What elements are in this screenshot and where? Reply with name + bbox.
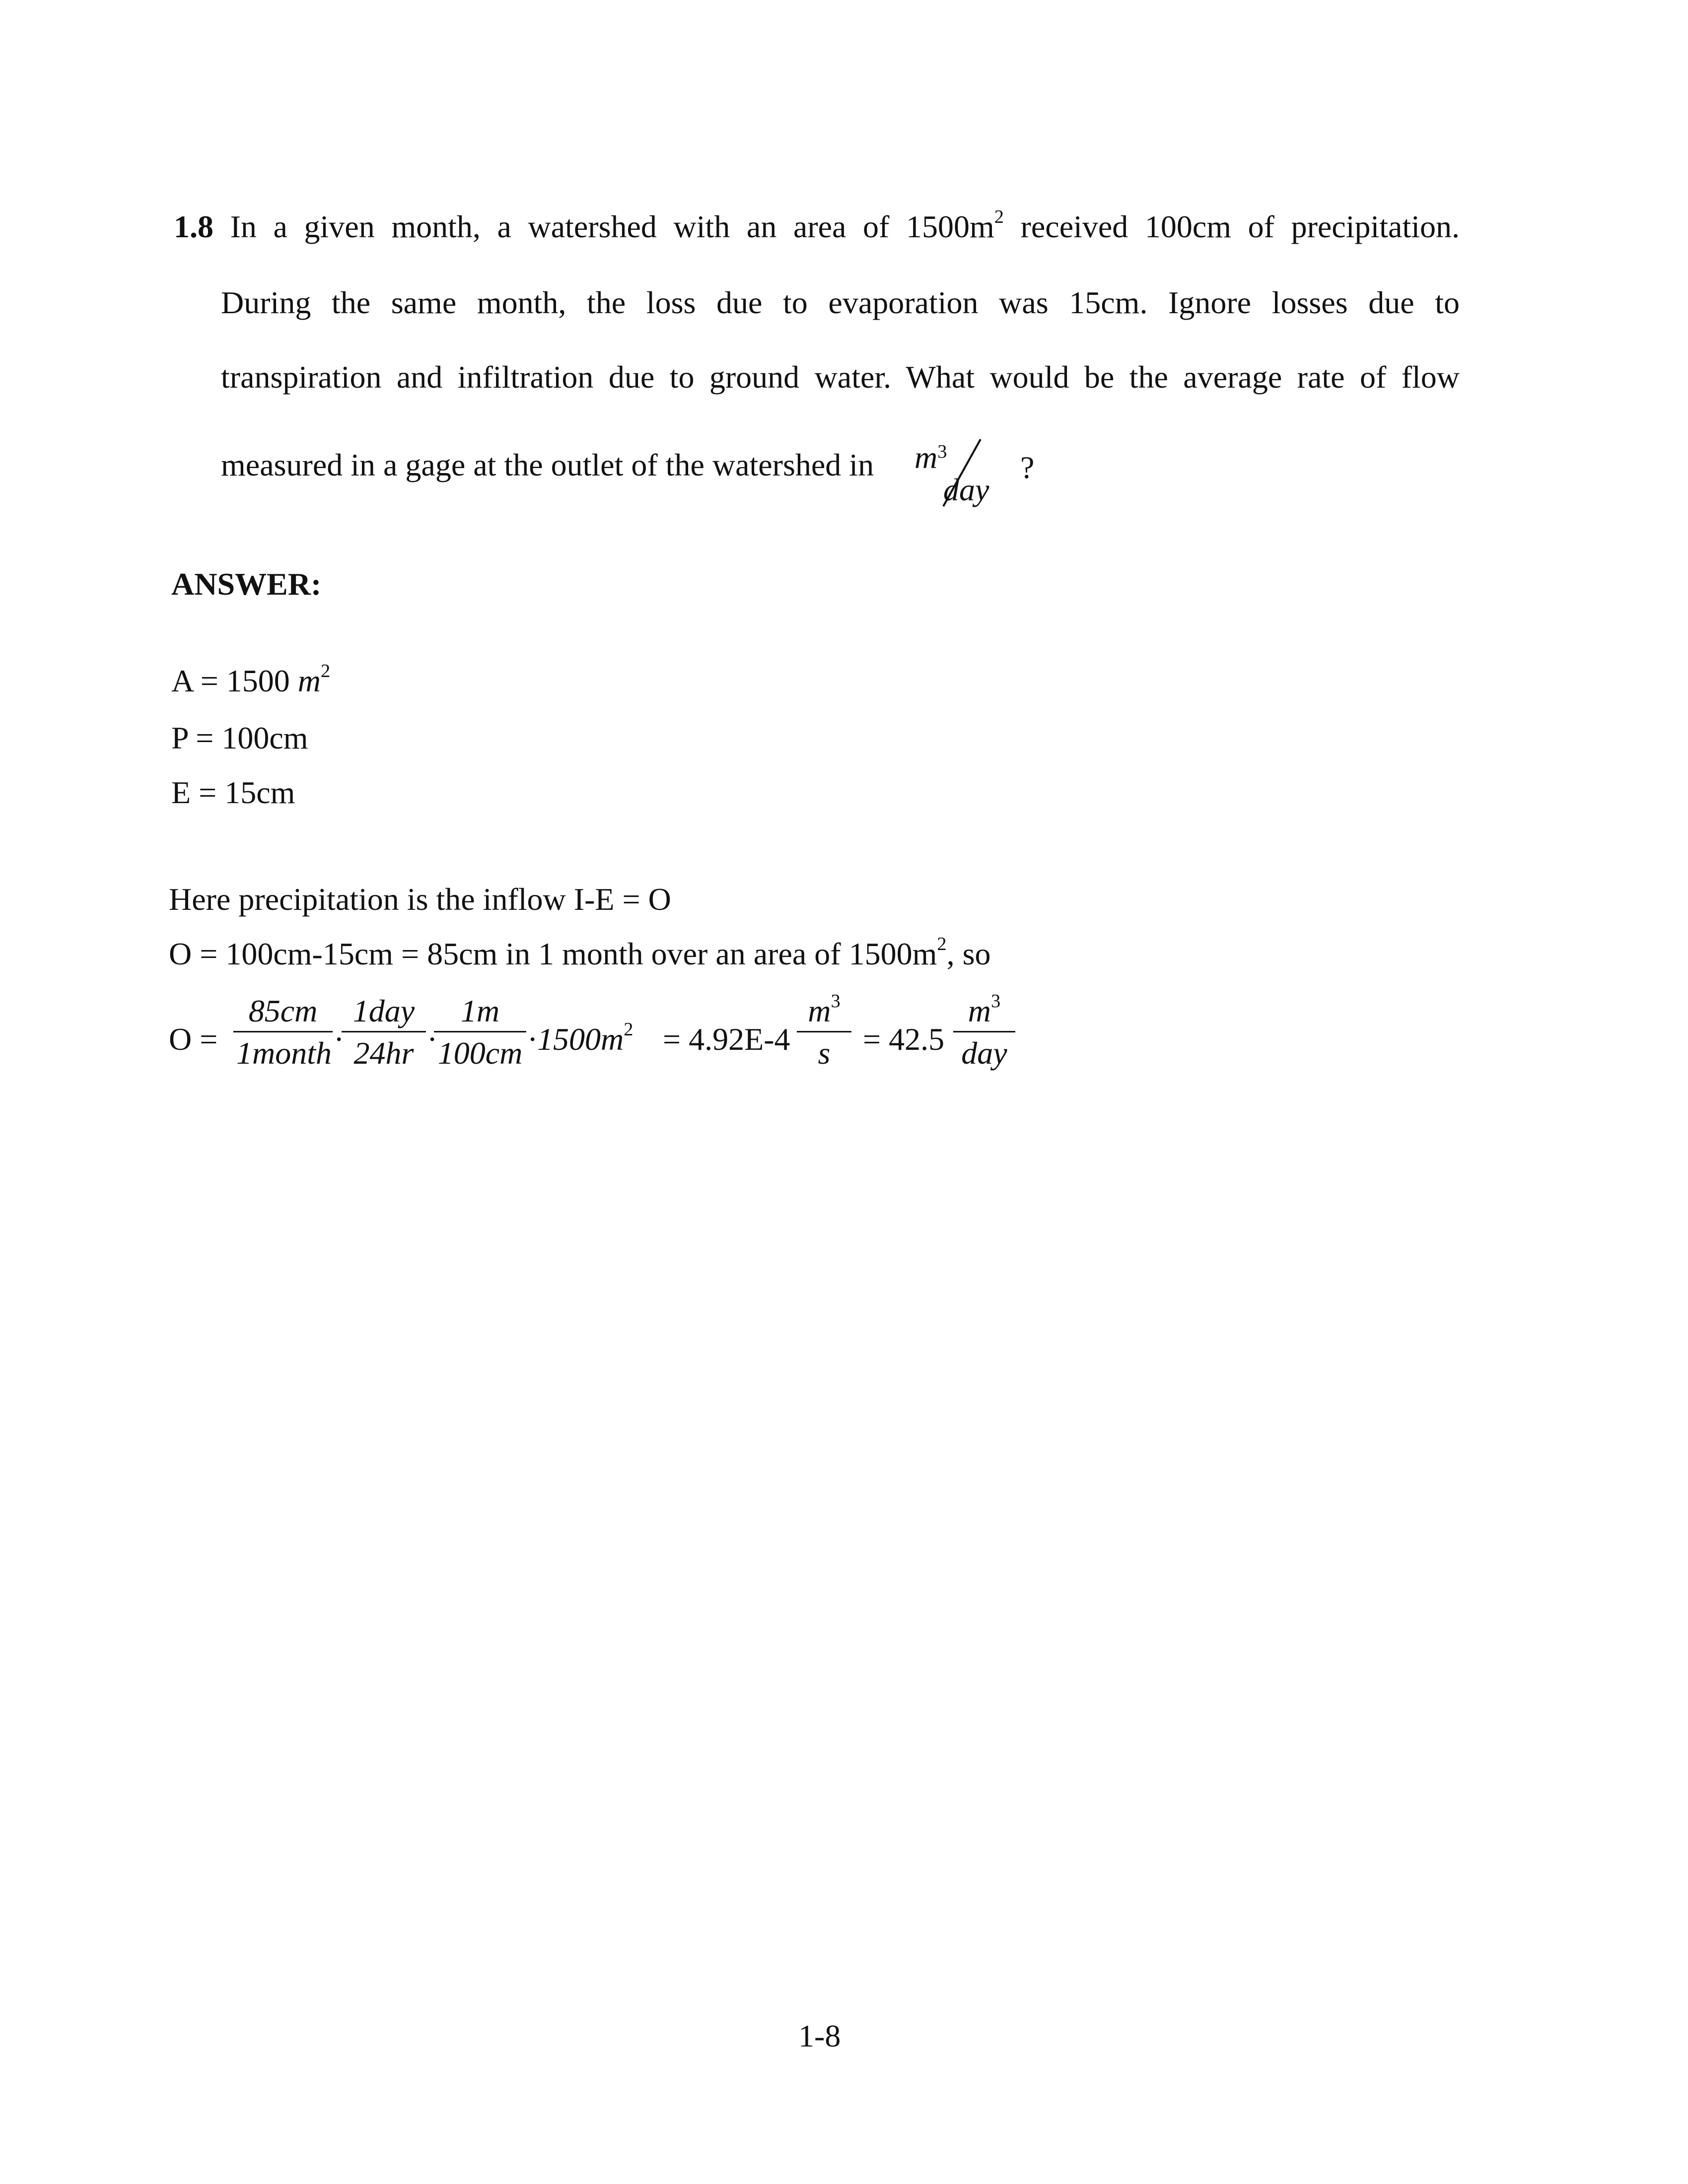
fraction-m-per-cm: $\frac{1m}{100cm}$ xyxy=(434,995,526,1069)
problem-line-4: measured in a gage at the outlet of the watershed in xyxy=(221,447,874,482)
unit-m3-per-s: $\frac{m^3}{s}$ xyxy=(797,995,851,1069)
fraction-cm-per-month: 85cm 1month xyxy=(233,995,333,1069)
answer-heading: ANSWER: xyxy=(171,566,322,602)
multiply-dot: · xyxy=(527,1022,538,1057)
problem-number: 1.8 xyxy=(174,209,213,244)
question-mark: ? xyxy=(1020,450,1035,485)
given-evaporation: E = 15cm xyxy=(171,775,295,810)
given-precipitation: P = 100cm xyxy=(171,720,308,755)
area-term: $1500m^2$ xyxy=(537,1019,633,1057)
equation-lhs: O = xyxy=(169,1022,218,1057)
result-m3-per-day: = 42.5 xyxy=(863,1022,945,1057)
unit-numerator: $m^3$ xyxy=(914,440,947,475)
given-area: A = 1500 $m^2$ xyxy=(171,661,331,698)
document-page: 1.8 In a given month, a watershed with an area of $1500m^2$ received 100cm of precipitation. During the same month, the loss due to evaporation was 15cm. Ignore losses due to transpiration and infiltration due to ground water. What would be the average rate of flow measured in a gage at the outlet of the watershed in $m^3$ day ? ANSWER: A = 1500 $m^2$ P = 100cm E = 15cm Here precipitation is the inflow I-E = O O = 100cm-15cm = 85cm in 1 month over an area of $1500m^2$, so O = 85cm 1month · 1day 24hr · $\frac{1m}{100cm}$ · $1500m^2$ = 4.92E-4 $\frac{m^3}{s}$ = 42.5 $m^3$ day 1-8 xyxy=(169,206,1460,2053)
unit-m3-per-day: $m^3$ day xyxy=(953,995,1015,1069)
multiply-dot: · xyxy=(427,1022,438,1057)
explanation-line-1: Here precipitation is the inflow I-E = O xyxy=(169,882,671,917)
page-number: 1-8 xyxy=(798,2018,841,2053)
result-m3-per-s: = 4.92E-4 xyxy=(663,1022,790,1057)
fraction-day-per-hr: 1day 24hr xyxy=(342,995,426,1069)
unit-denominator: day xyxy=(943,472,989,507)
explanation-line-2: O = 100cm-15cm = 85cm in 1 month over an area of $1500m^2$, so xyxy=(169,934,991,971)
multiply-dot: · xyxy=(334,1022,345,1057)
